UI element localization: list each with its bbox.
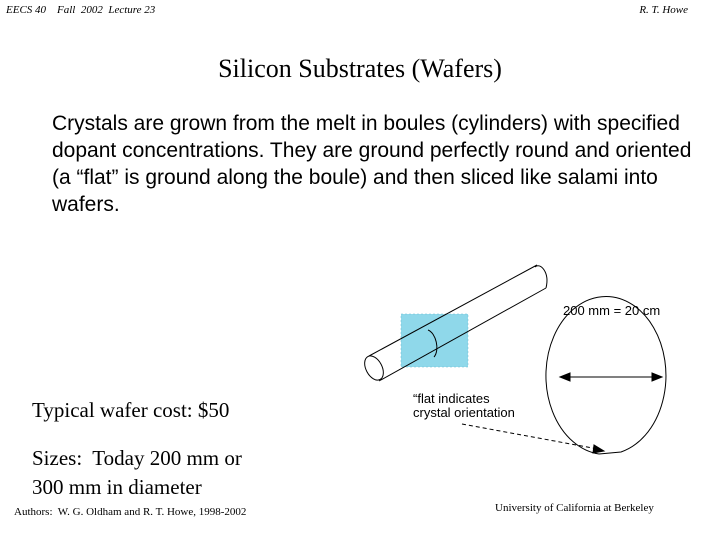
author-header: R. T. Howe (639, 4, 688, 16)
slide-title: Silicon Substrates (Wafers) (218, 54, 502, 83)
course-header: EECS 40 Fall 2002 Lecture 23 (6, 4, 156, 16)
body-paragraph: Crystals are grown from the melt in boules (cylinders) with specified dopant concentrations. They are ground perfectly round and oriented (a “flat” is ground along the boule) and then sliced like salami into wafers. (52, 112, 692, 216)
university-footer: University of California at Berkeley (495, 502, 654, 514)
flat-highlight (401, 314, 468, 367)
sizes-text-line2: 300 mm in diameter (32, 475, 202, 499)
sizes-text-line1: Sizes: Today 200 mm or (32, 446, 242, 470)
diameter-arrow (560, 373, 662, 381)
flat-label-line2: crystal orientation (413, 405, 515, 420)
flat-label-line1: “flat indicates (413, 391, 490, 406)
wafer-cost-text: Typical wafer cost: $50 (32, 398, 230, 422)
diameter-label: 200 mm = 20 cm (563, 303, 661, 318)
authors-credit: Authors: W. G. Oldham and R. T. Howe, 1998-2002 (14, 506, 247, 518)
